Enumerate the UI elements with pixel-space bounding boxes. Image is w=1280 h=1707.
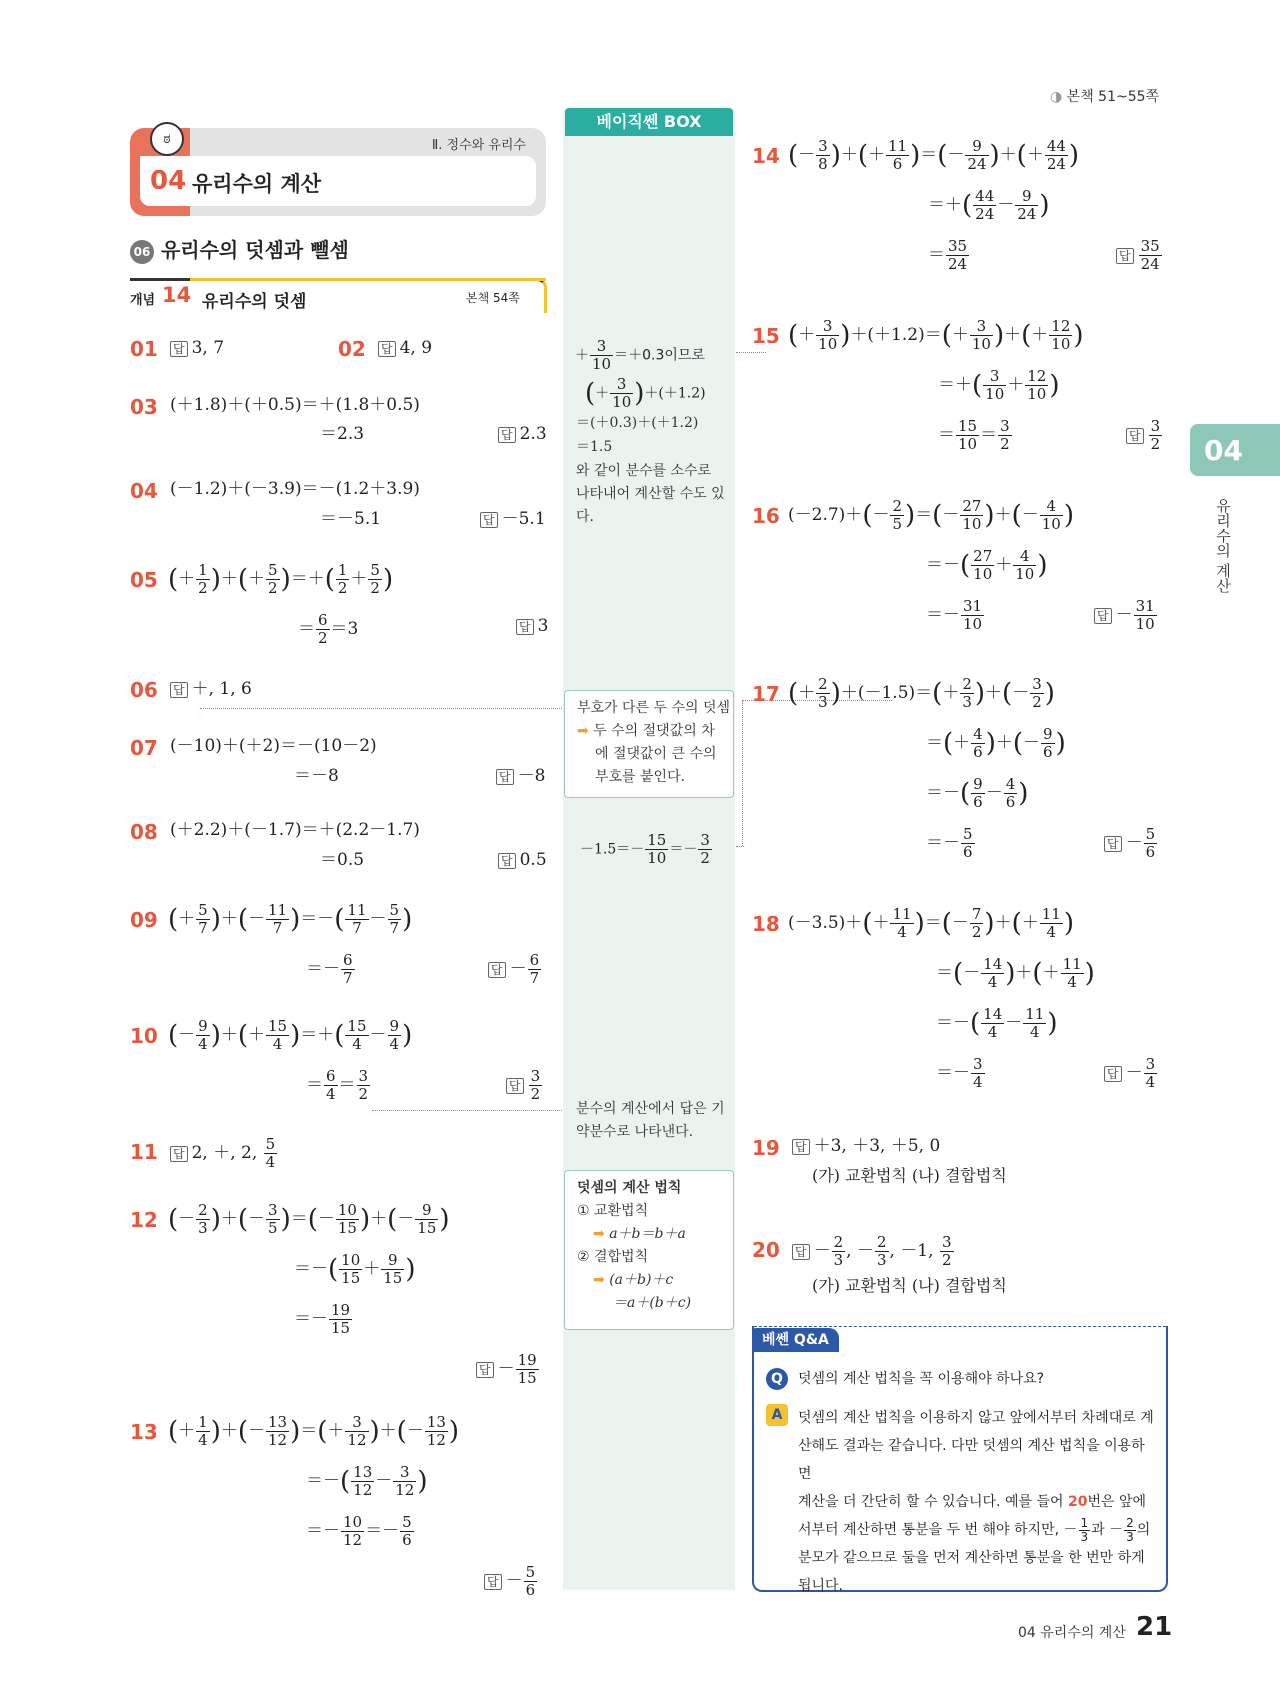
problem-08: 08 xyxy=(130,820,158,844)
problem-16-line2: ＝－( $\frac{27}{10}$ ＋ $\frac{4}{10}$ ) xyxy=(926,547,1048,583)
problem-06-answer: 답 ＋, 1, 6 xyxy=(170,675,252,703)
problem-18-answer: 답 － $\frac{3}{4}$ xyxy=(1104,1056,1158,1091)
problem-14-answer: 답 $\frac{35}{24}$ xyxy=(1116,238,1163,273)
problem-15-line3: ＝ $\frac{15}{10}$ ＝ $\frac{3}{2}$ xyxy=(938,417,1010,453)
problem-14: 14 xyxy=(752,144,780,168)
problem-18-line1: (－3.5)＋(＋ $\frac{11}{4}$ )＝(－ $\frac{7}{2}$ )＋(＋ $\frac{11}{4}$ ) xyxy=(788,905,1074,941)
qa-answer-mark: A xyxy=(766,1404,788,1426)
box-note4: 덧셈의 계산 법칙 ① 교환법칙 ➡ a＋b＝b＋a ② 결합법칙 ➡ (a＋b)＋c ＝a＋(b＋c) xyxy=(564,1170,734,1330)
problem-20: 20 xyxy=(752,1238,780,1262)
problem-16: 16 xyxy=(752,504,780,528)
problem-18: 18 xyxy=(752,912,780,936)
connector-line xyxy=(736,846,744,847)
problem-13-line3: ＝－ $\frac{10}{12}$ ＝－ $\frac{5}{6}$ xyxy=(306,1513,412,1549)
problem-12-line3: ＝－ $\frac{19}{15}$ xyxy=(294,1301,351,1337)
problem-04: 04 xyxy=(130,479,158,503)
problem-01: 01 xyxy=(130,337,158,361)
problem-10-line1: (－ $\frac{9}{4}$ )＋(＋ $\frac{15}{4}$ )＝＋( $\frac{15}{4}$ － $\frac{9}{4}$ ) xyxy=(168,1017,413,1053)
mascot-icon: ಠ xyxy=(150,122,184,156)
problem-17-answer: 답 － $\frac{5}{6}$ xyxy=(1104,826,1158,861)
chapter-header xyxy=(130,128,546,216)
connector-line xyxy=(200,708,562,709)
box-note1-line4: ＝1.5 xyxy=(576,439,613,455)
section-title: 06 유리수의 덧셈과 뺄셈 xyxy=(130,234,349,264)
arrow-icon: ➡ xyxy=(593,1226,605,1242)
problem-19-laws: (가) 교환법칙 (나) 결합법칙 xyxy=(812,1166,1007,1185)
problem-03-answer: 답 2.3 xyxy=(498,420,547,448)
problem-16-line1: (－2.7)＋(－ $\frac{2}{5}$ )＝(－ $\frac{27}{10}$ )＋(－ $\frac{4}{10}$ ) xyxy=(788,497,1074,533)
problem-05-answer: 답 3 xyxy=(516,612,548,640)
problem-17: 17 xyxy=(752,682,780,706)
problem-14-line2: ＝＋( $\frac{44}{24}$ － $\frac{9}{24}$ ) xyxy=(928,187,1050,223)
problem-07-line1: (－10)＋(＋2)＝－(10－2) xyxy=(170,736,377,756)
problem-01-answer: 답 3, 7 xyxy=(170,334,224,362)
problem-04-line2: ＝－5.1 xyxy=(320,509,382,529)
problem-13-line1: (＋ $\frac{1}{4}$ )＋(－ $\frac{13}{12}$ )＝(＋ $\frac{3}{12}$ )＋(－ $\frac{13}{12}$ ) xyxy=(168,1413,460,1449)
box-note2: 부호가 다른 두 수의 덧셈 ➡ 두 수의 절댓값의 차 에 절댓값이 큰 수의 부호를 붙인다. xyxy=(564,690,734,798)
problem-02-answer: 답 4, 9 xyxy=(378,334,432,362)
problem-02: 02 xyxy=(338,337,366,361)
chapter-number: 04 xyxy=(150,166,187,196)
problem-12-line1: (－ $\frac{2}{3}$ )＋(－ $\frac{3}{5}$ )＝(－ $\frac{10}{15}$ )＋(－ $\frac{9}{15}$ ) xyxy=(168,1201,450,1237)
problem-07-line2: ＝－8 xyxy=(294,766,339,786)
problem-14-line1: (－ $\frac{3}{8}$ )＋(＋ $\frac{11}{6}$ )＝(－ $\frac{9}{24}$ )＋(＋ $\frac{44}{24}$ ) xyxy=(788,137,1080,173)
side-tab xyxy=(1190,424,1280,476)
problem-12-line2: ＝－( $\frac{10}{15}$ ＋ $\frac{9}{15}$ ) xyxy=(294,1251,416,1287)
qa-title: 베쎈 Q&A xyxy=(752,1328,839,1352)
problem-17-line2: ＝(＋ $\frac{4}{6}$ )＋(－ $\frac{9}{6}$ ) xyxy=(926,725,1066,761)
problem-15-line1: (＋ $\frac{3}{10}$ )＋(＋1.2)＝(＋ $\frac{3}{10}$ )＋(＋ $\frac{12}{10}$ ) xyxy=(788,317,1084,353)
problem-07: 07 xyxy=(130,736,158,760)
side-tab-title: 유리수의 계산 xyxy=(1214,498,1232,593)
problem-19-answer: 답 ＋3, ＋3, ＋5, 0 xyxy=(792,1132,940,1160)
problem-13-answer: 답 － $\frac{5}{6}$ xyxy=(484,1564,538,1599)
qa-question: 덧셈의 계산 법칙을 꼭 이용해야 하나요? xyxy=(798,1371,1045,1387)
concept-bar: 개념 14 유리수의 덧셈 본책 54쪽 xyxy=(130,278,547,313)
connector-line xyxy=(742,700,743,846)
problem-13-line2: ＝－( $\frac{13}{12}$ － $\frac{3}{12}$ ) xyxy=(306,1463,428,1499)
problem-17-line1: (＋ $\frac{2}{3}$ )＋(－1.5)＝(＋ $\frac{2}{3}$ )＋(－ $\frac{3}{2}$ ) xyxy=(788,675,1055,711)
problem-03: 03 xyxy=(130,395,158,419)
problem-16-line3: ＝－ $\frac{31}{10}$ xyxy=(926,597,983,633)
qa-answer: 덧셈의 계산 법칙을 이용하지 않고 앞에서부터 차례대로 계 산해도 결과는 같습니다. 다만 덧셈의 계산 법칙을 이용하면 계산을 더 간단히 할 수 있습니다. 예를 들어 20번은 앞에 서부터 계산하면 통분을 두 번 해야 하지만, － $\frac{1}{3}$ 과 － $\frac{2}{3}$ 의 분모가 같으므로 둘을 먼저 계산하면 통분을 한 번만 하게 됩니다. xyxy=(798,1410,1154,1594)
connector-line xyxy=(736,352,766,353)
box-note1-line1: ＋ $\frac{3}{10}$ ＝＋0.3이므로 xyxy=(575,337,705,373)
box-title: 베이직쎈 BOX xyxy=(565,108,733,136)
box-note1-line3: ＝(＋0.3)＋(＋1.2) xyxy=(576,415,699,431)
page-number: 21 xyxy=(1136,1612,1173,1642)
problem-17-line3: ＝－( $\frac{9}{6}$ － $\frac{4}{6}$ ) xyxy=(926,775,1029,811)
box-note-decimal: －1.5＝－ $\frac{15}{10}$ ＝－ $\frac{3}{2}$ xyxy=(580,831,710,867)
side-tab-number: 04 xyxy=(1204,434,1243,467)
footer-chapter: 04 유리수의 계산 xyxy=(1018,1625,1126,1641)
problem-10: 10 xyxy=(130,1024,158,1048)
box-note1-text: 와 같이 분수를 소수로 나타내어 계산할 수도 있다. xyxy=(576,463,725,525)
problem-20-answer: 답 － $\frac{2}{3}$ , － $\frac{2}{3}$ , －1, $\frac{3}{2}$ xyxy=(792,1234,955,1269)
problem-15: 15 xyxy=(752,324,780,348)
problem-17-line4: ＝－ $\frac{5}{6}$ xyxy=(926,825,973,861)
problem-06: 06 xyxy=(130,678,158,702)
problem-13: 13 xyxy=(130,1420,158,1444)
arrow-icon: ➡ xyxy=(577,723,589,739)
problem-14-line3: ＝ $\frac{35}{24}$ xyxy=(928,237,968,273)
problem-03-line2: ＝2.3 xyxy=(320,424,365,444)
problem-10-line2: ＝ $\frac{6}{4}$ ＝ $\frac{3}{2}$ xyxy=(306,1067,369,1103)
problem-07-answer: 답 －8 xyxy=(496,762,545,790)
problem-09-line2: ＝－ $\frac{6}{7}$ xyxy=(306,951,353,987)
problem-05: 05 xyxy=(130,568,158,592)
problem-11: 11 xyxy=(130,1140,158,1164)
problem-15-answer: 답 $\frac{3}{2}$ xyxy=(1126,418,1163,453)
box-note1-line2: (＋ $\frac{3}{10}$ )＋(＋1.2) xyxy=(585,375,706,411)
problem-04-answer: 답 －5.1 xyxy=(480,505,546,533)
problem-18-line4: ＝－ $\frac{3}{4}$ xyxy=(936,1055,983,1091)
problem-05-line2: ＝ $\frac{6}{2}$ ＝3 xyxy=(298,611,359,647)
problem-05-line1: (＋ $\frac{1}{2}$ )＋(＋ $\frac{5}{2}$ )＝＋( $\frac{1}{2}$ ＋ $\frac{5}{2}$ ) xyxy=(168,561,394,597)
problem-18-line2: ＝(－ $\frac{14}{4}$ )＋(＋ $\frac{11}{4}$ ) xyxy=(936,955,1095,991)
problem-15-line2: ＝＋( $\frac{3}{10}$ ＋ $\frac{12}{10}$ ) xyxy=(938,367,1060,403)
unit-label: Ⅱ. 정수와 유리수 xyxy=(431,138,526,153)
arrow-icon: ➡ xyxy=(593,1272,605,1288)
box-note3: 분수의 계산에서 답은 기약분수로 나타낸다. xyxy=(576,1101,725,1140)
problem-12: 12 xyxy=(130,1208,158,1232)
problem-03-line1: (＋1.8)＋(＋0.5)＝＋(1.8＋0.5) xyxy=(170,395,420,415)
problem-20-laws: (가) 교환법칙 (나) 결합법칙 xyxy=(812,1276,1007,1295)
problem-08-line2: ＝0.5 xyxy=(320,850,365,870)
problem-11-answer: 답 2, ＋, 2, $\frac{5}{4}$ xyxy=(170,1136,278,1171)
problem-09-answer: 답 － $\frac{6}{7}$ xyxy=(488,952,542,987)
problem-04-line1: (－1.2)＋(－3.9)＝－(1.2＋3.9) xyxy=(170,479,420,499)
problem-08-answer: 답 0.5 xyxy=(498,846,547,874)
problem-18-line3: ＝－( $\frac{14}{4}$ － $\frac{11}{4}$ ) xyxy=(936,1005,1058,1041)
qa-question-mark: Q xyxy=(766,1368,788,1390)
problem-10-answer: 답 $\frac{3}{2}$ xyxy=(506,1068,543,1103)
problem-08-line1: (＋2.2)＋(－1.7)＝＋(2.2－1.7) xyxy=(170,820,420,840)
problem-09-line1: (＋ $\frac{5}{7}$ )＋(－ $\frac{11}{7}$ )＝－( $\frac{11}{7}$ － $\frac{5}{7}$ ) xyxy=(168,901,413,937)
chapter-title: 유리수의 계산 xyxy=(192,172,322,196)
connector-line xyxy=(372,1110,562,1111)
problem-16-answer: 답 － $\frac{31}{10}$ xyxy=(1094,598,1158,633)
reference-icon: ◑ xyxy=(1050,89,1063,105)
problem-09: 09 xyxy=(130,908,158,932)
problem-19: 19 xyxy=(752,1136,780,1160)
problem-12-answer: 답 － $\frac{19}{15}$ xyxy=(476,1352,540,1387)
section-badge: 06 xyxy=(130,240,154,264)
book-reference: ◑ 본책 51~55쪽 xyxy=(1050,89,1160,105)
